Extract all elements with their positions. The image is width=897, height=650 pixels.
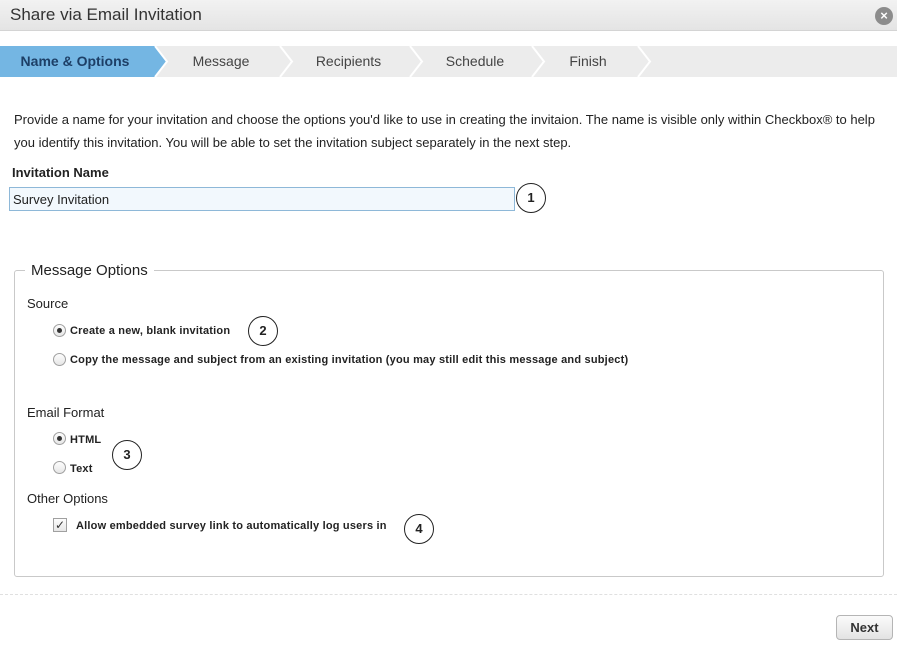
format-html-radio[interactable]: [53, 432, 66, 445]
tab-message[interactable]: Message: [192, 53, 250, 69]
source-new-radio[interactable]: [53, 324, 66, 337]
dialog-title-bar: [0, 0, 897, 31]
callout-3: 3: [112, 440, 142, 470]
dialog-title: Share via Email Invitation: [10, 5, 202, 24]
format-html-label[interactable]: HTML: [70, 434, 102, 446]
wizard-steps: [0, 46, 897, 77]
tab-schedule[interactable]: Schedule: [445, 53, 505, 69]
source-new-label[interactable]: Create a new, blank invitation: [70, 325, 231, 337]
source-label: Source: [27, 296, 69, 311]
intro-text: Provide a name for your invitation and choose the options you'd like to use in creating the invitaion. The name is visible only within Checkbox® to help you identify this invitation. You will be able to set the invitation subject separately in the next step.: [14, 112, 875, 150]
tab-recipients[interactable]: Recipients: [315, 53, 382, 69]
email-format-label: Email Format: [27, 405, 105, 420]
callout-1: 1: [516, 183, 546, 213]
next-button[interactable]: Next: [836, 615, 893, 640]
tab-finish[interactable]: Finish: [569, 53, 607, 69]
close-icon[interactable]: ×: [875, 7, 893, 25]
source-copy-label[interactable]: Copy the message and subject from an existing invitation (you may still edit this message and subject): [70, 354, 629, 366]
format-text-radio[interactable]: [53, 461, 66, 474]
source-copy-radio[interactable]: [53, 353, 66, 366]
format-text-label[interactable]: Text: [70, 463, 93, 475]
invitation-name-input[interactable]: [9, 187, 515, 211]
auto-login-label[interactable]: Allow embedded survey link to automatically log users in: [76, 520, 387, 532]
callout-2: 2: [248, 316, 278, 346]
invitation-name-label: Invitation Name: [12, 165, 109, 180]
auto-login-checkbox[interactable]: ✓: [54, 518, 66, 532]
tab-name-options[interactable]: Name & Options: [20, 53, 130, 69]
wizard-step-separator: [638, 46, 650, 77]
other-options-label: Other Options: [27, 491, 108, 506]
callout-4: 4: [404, 514, 434, 544]
footer-divider: [0, 594, 897, 595]
message-options-legend: Message Options: [31, 262, 148, 279]
